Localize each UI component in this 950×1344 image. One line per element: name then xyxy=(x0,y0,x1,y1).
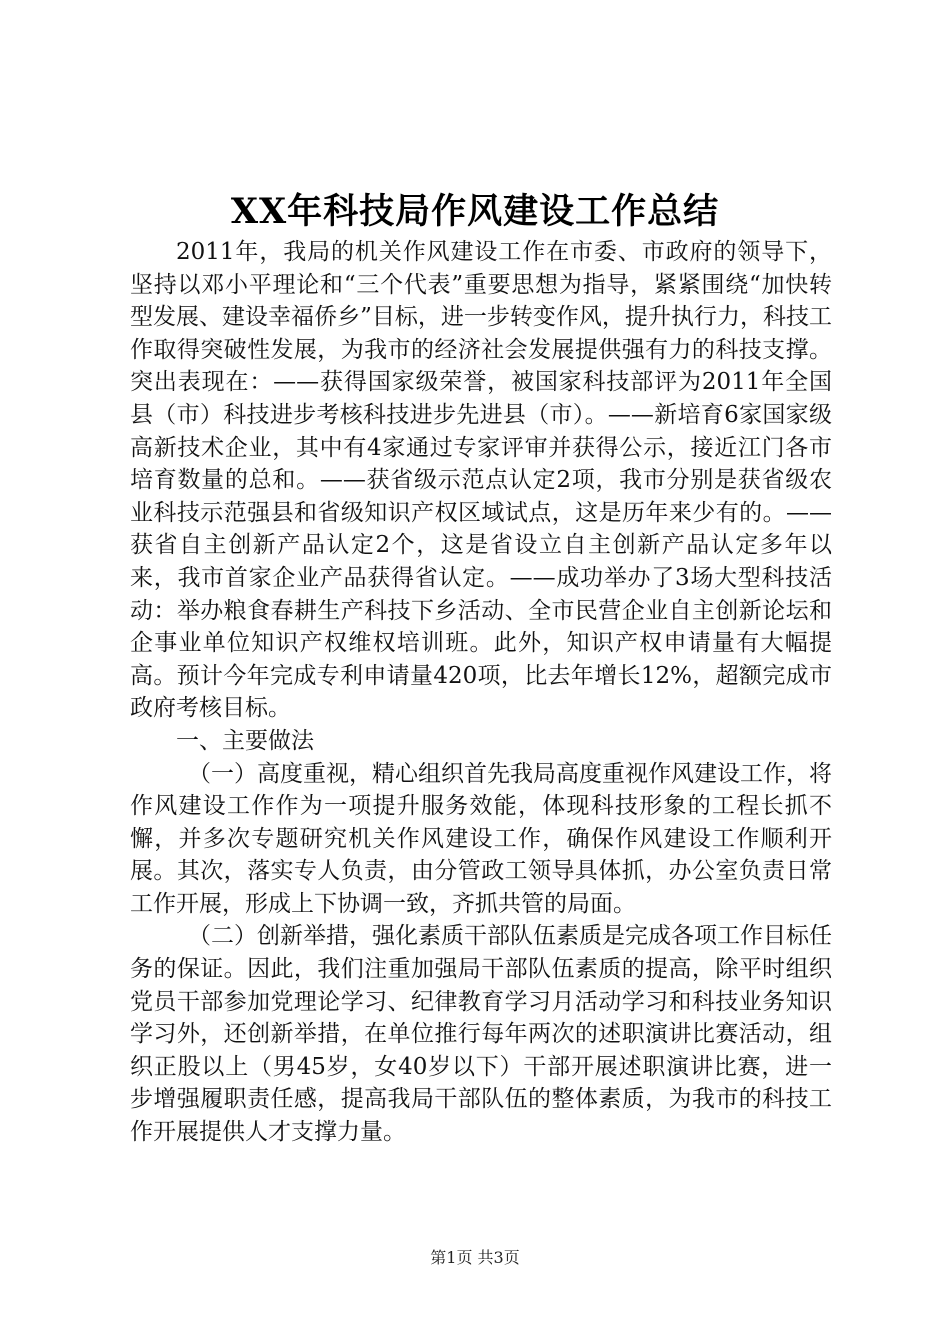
page-footer: 第1页 共3页 xyxy=(430,1248,520,1267)
paragraph-intro: 2011年，我局的机关作风建设工作在市委、市政府的领导下，坚持以邓小平理论和“三个代表”重要思想为指导，紧紧围绕“加快转型发展、建设幸福侨乡”目标，进一步转变作风，提升执行力，科技工作取得突破性发展，为我市的经济社会发展提供强有力的科技支撑。突出表现在：——获得国家级荣誉，被国家科技部评为2011年全国县（市）科技进步考核科技进步先进县（市）。——新培育6家国家级高新技术企业，其中有4家通过专家评审并获得公示，接近江门各市培育数量的总和。——获省级示范点认定2项，我市分别是获省级农业科技示范强县和省级知识产权区域试点，这是历年来少有的。——获省自主创新产品认定2个，这是省设立自主创新产品认定多年以来，我市首家企业产品获得省认定。——成功举办了3场大型科技活动：举办粮食春耕生产科技下乡活动、全市民营企业自主创新论坛和企事业单位知识产权维权培训班。此外，知识产权申请量有大幅提高。预计今年完成专利申请量420项，比去年增长12%，超额完成市政府考核目标。 xyxy=(130,239,832,722)
paragraph-section-2: （二）创新举措，强化素质干部队伍素质是完成各项工作目标任务的保证。因此，我们注重加强局干部队伍素质的提高，除平时组织党员干部参加党理论学习、纪律教育学习月活动学习和科技业务知识学习外，还创新举措，在单位推行每年两次的述职演讲比赛活动，组织正股以上（男45岁，女40岁以下）干部开展述职演讲比赛，进一步增强履职责任感，提高我局干部队伍的整体素质，为我市的科技工作开展提供人才支撑力量。 xyxy=(130,923,832,1146)
document-body xyxy=(130,236,832,1149)
section-heading: 一、主要做法 xyxy=(176,727,314,754)
document-title: XX年科技局作风建设工作总结 xyxy=(230,191,720,232)
paragraph-section-1: （一）高度重视，精心组织首先我局高度重视作风建设工作，将作风建设工作作为一项提升服务效能，体现科技形象的工程长抓不懈，并多次专题研究机关作风建设工作，确保作风建设工作顺利开展。其次，落实专人负责，由分管政工领导具体抓，办公室负责日常工作开展，形成上下协调一致，齐抓共管的局面。 xyxy=(130,760,832,917)
